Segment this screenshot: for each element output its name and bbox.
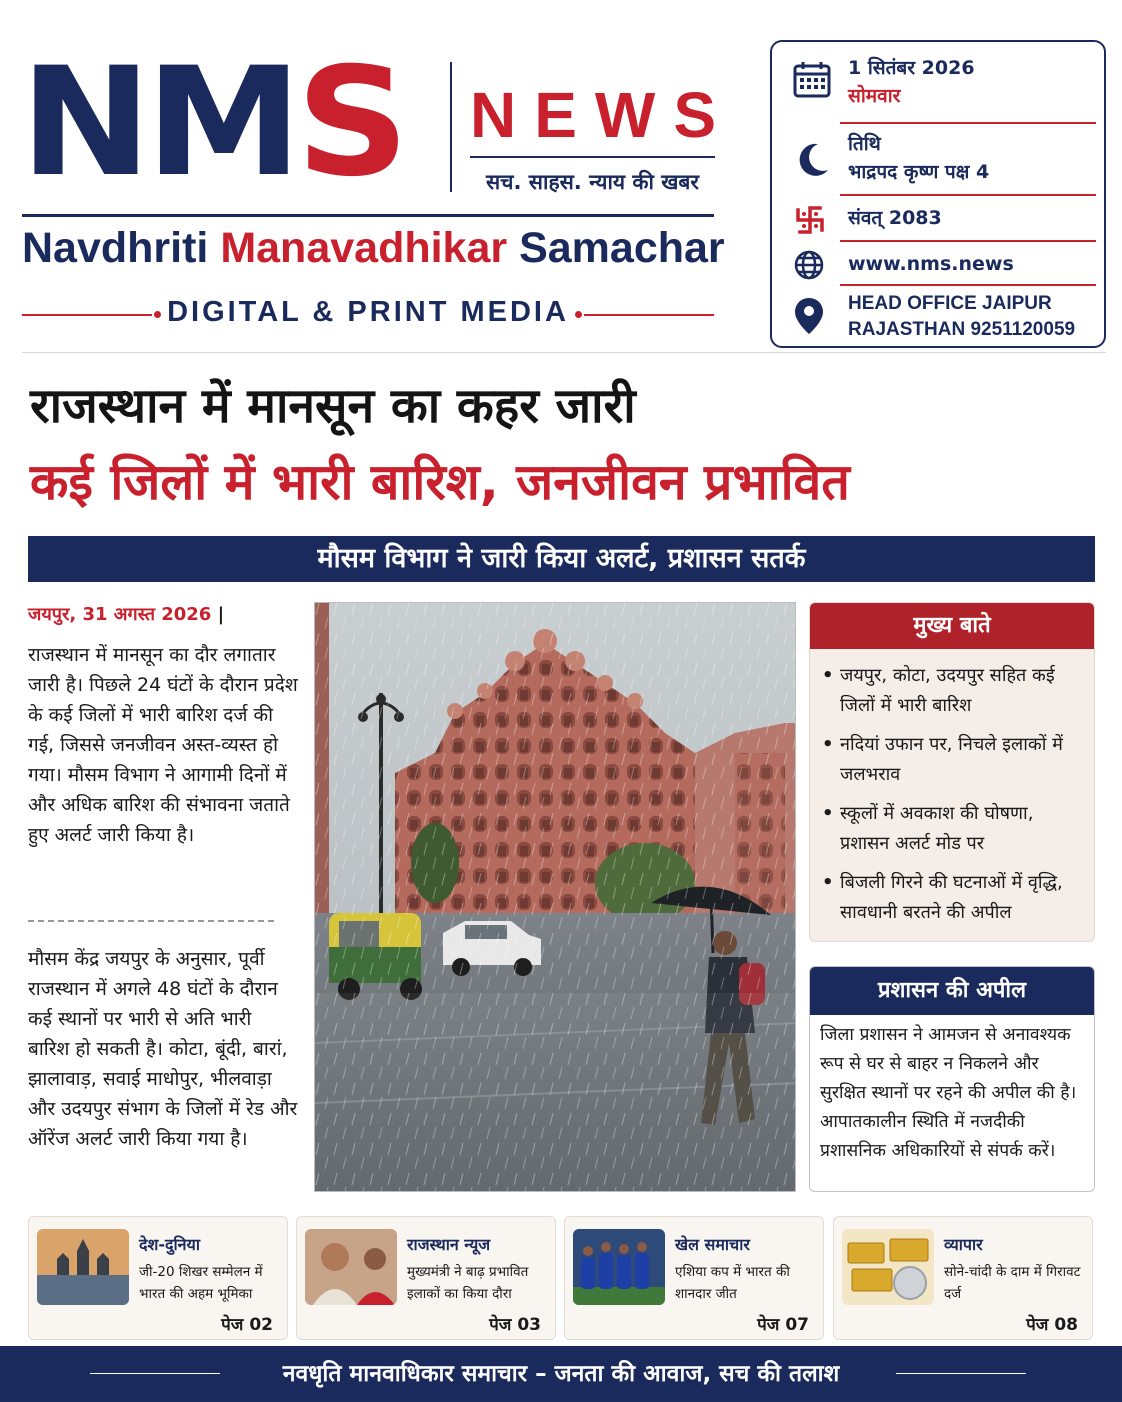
info-website-row bbox=[782, 248, 1098, 284]
article-paragraph-1: राजस्थान में मानसून का दौर लगातार जारी है। पिछले 24 घंटों के दौरान प्रदेश के कई जिलों में भारी बारिश दर्ज की गई, जिससे जनजीवन अस्त-व्यस्त हो गया। मौसम विभाग ने आगामी दिनों में और अधिक बारिश की संभावना जताते हुए अलर्ट जारी किया है। bbox=[28, 644, 298, 846]
logo-letter-m: M bbox=[145, 36, 296, 210]
card-page-number: पेज 07 bbox=[757, 1315, 809, 1335]
media-dot-right bbox=[575, 311, 582, 318]
card-category: खेल समाचार bbox=[675, 1235, 750, 1254]
card-page-number: पेज 02 bbox=[221, 1315, 273, 1335]
card-category: देश-दुनिया bbox=[139, 1235, 200, 1254]
media-rule-right bbox=[584, 314, 714, 316]
card-description: एशिया कप में भारत की शानदार जीत bbox=[675, 1264, 790, 1302]
card-description: सोने-चांदी के दाम में गिरावट दर्ज bbox=[944, 1264, 1081, 1302]
info-separator bbox=[840, 194, 1096, 196]
business-thumbnail bbox=[842, 1229, 934, 1305]
info-box bbox=[770, 40, 1106, 348]
office-line2: RAJASTHAN 9251120059 bbox=[848, 319, 1076, 340]
info-separator bbox=[840, 122, 1096, 124]
nms-logo[interactable] bbox=[20, 36, 404, 210]
section-card-world[interactable] bbox=[28, 1216, 288, 1340]
swastika-icon bbox=[792, 202, 832, 242]
info-date: 1 सितंबर 2026 bbox=[848, 57, 975, 79]
tithi-value: भाद्रपद कृष्ण पक्ष 4 bbox=[848, 161, 990, 183]
highlight-item: • जयपुर, कोटा, उदयपुर सहित कई जिलों में भारी बारिश bbox=[822, 661, 1084, 721]
highlights-list bbox=[810, 649, 1094, 928]
website-link[interactable]: www.nms.news bbox=[848, 253, 1014, 275]
sports-thumbnail bbox=[573, 1229, 665, 1305]
section-card-rajasthan[interactable] bbox=[296, 1216, 556, 1340]
highlights-title: मुख्य बाते bbox=[810, 603, 1094, 649]
moon-icon bbox=[792, 140, 832, 180]
logo-divider bbox=[450, 62, 452, 192]
publication-name-word1: Navdhriti bbox=[22, 224, 209, 272]
info-office-row bbox=[782, 292, 1098, 344]
location-pin-icon bbox=[792, 296, 832, 336]
footer-slogan: नवधृति मानवाधिकार समाचार – जनता की आवाज, सच की तलाश bbox=[282, 1361, 840, 1387]
headline-line1: राजस्थान में मानसून का कहर जारी bbox=[30, 378, 636, 434]
logo-letter-s: S bbox=[295, 36, 404, 210]
tithi-label: तिथि bbox=[848, 133, 881, 155]
article-dateline bbox=[28, 602, 224, 626]
dateline-text: जयपुर, 31 अगस्त 2026 bbox=[28, 604, 212, 625]
info-date-row bbox=[782, 56, 1098, 112]
info-day: सोमवार bbox=[848, 85, 901, 107]
calendar-icon bbox=[792, 60, 832, 100]
section-cards bbox=[28, 1216, 1095, 1340]
globe-icon bbox=[792, 248, 832, 288]
world-thumbnail bbox=[37, 1229, 129, 1305]
card-description: जी-20 शिखर सम्मेलन में भारत की अहम भूमिका bbox=[139, 1264, 263, 1302]
rajasthan-thumbnail bbox=[305, 1229, 397, 1305]
info-separator bbox=[840, 284, 1096, 286]
logo-news-text: NEWS bbox=[470, 79, 734, 151]
info-tithi-row bbox=[782, 132, 1098, 188]
section-card-sports[interactable] bbox=[564, 1216, 824, 1340]
appeal-title: प्रशासन की अपील bbox=[810, 967, 1094, 1015]
publication-name-word3: Samachar bbox=[519, 224, 725, 272]
appeal-text: जिला प्रशासन ने आमजन से अनावश्यक रूप से घर से बाहर न निकलने और सुरक्षित स्थानों पर रहने की अपील की है। आपातकालीन स्थिति में नजदीकी प्रशासनिक अधिकारियों से संपर्क करें। bbox=[820, 1025, 1077, 1161]
logo-letter-n: N bbox=[20, 36, 146, 210]
highlights-box bbox=[809, 602, 1095, 942]
logo-tagline: सच. साहस. न्याय की खबर bbox=[485, 170, 700, 194]
media-label: DIGITAL & PRINT MEDIA bbox=[167, 296, 569, 328]
info-separator bbox=[840, 240, 1096, 242]
card-category: राजस्थान न्यूज bbox=[407, 1235, 491, 1254]
masthead bbox=[0, 0, 1122, 352]
masthead-bottom-rule bbox=[22, 352, 1106, 353]
publication-name bbox=[22, 224, 725, 273]
office-line1: HEAD OFFICE JAIPUR bbox=[848, 293, 1052, 314]
highlight-item: • स्कूलों में अवकाश की घोषणा, प्रशासन अलर्ट मोड पर bbox=[822, 799, 1084, 859]
rainy-hawa-mahal-illustration bbox=[315, 603, 796, 1192]
appeal-box bbox=[809, 966, 1095, 1192]
publication-name-word2: Manavadhikar bbox=[220, 224, 508, 272]
main-news-photo[interactable] bbox=[314, 602, 796, 1192]
footer-rule-right bbox=[896, 1373, 1026, 1374]
footer-bar bbox=[0, 1346, 1122, 1402]
media-line bbox=[22, 296, 714, 336]
news-underline bbox=[470, 156, 715, 158]
card-page-number: पेज 03 bbox=[489, 1315, 541, 1335]
card-page-number: पेज 08 bbox=[1026, 1315, 1078, 1335]
highlight-item: • बिजली गिरने की घटनाओं में वृद्धि, सावधानी बरतने की अपील bbox=[822, 868, 1084, 928]
article-paragraph-2: मौसम केंद्र जयपुर के अनुसार, पूर्वी राजस्थान में अगले 48 घंटों के दौरान कई स्थानों पर भारी से अति भारी बारिश हो सकती है। कोटा, बूंदी, बारां, झालावाड़, सवाई माधोपुर, भीलवाड़ा और उदयपुर संभाग के जिलों में रेड और ऑरेंज अलर्ट जारी किया गया है। bbox=[28, 948, 298, 1150]
dateline-separator: | bbox=[217, 604, 225, 625]
card-description: मुख्यमंत्री ने बाढ़ प्रभावित इलाकों का किया दौरा bbox=[407, 1264, 529, 1302]
samvat-value: संवत् 2083 bbox=[848, 207, 942, 229]
card-category: व्यापार bbox=[944, 1235, 983, 1254]
subheadline-bar: मौसम विभाग ने जारी किया अलर्ट, प्रशासन सतर्क bbox=[28, 536, 1095, 582]
headline-line2: कई जिलों में भारी बारिश, जनजीवन प्रभावित bbox=[30, 453, 850, 511]
info-samvat-row bbox=[782, 202, 1098, 238]
paragraph-divider bbox=[28, 920, 274, 922]
highlight-item: • नदियां उफान पर, निचले इलाकों में जलभराव bbox=[822, 730, 1084, 790]
masthead-rule bbox=[22, 214, 714, 217]
section-card-business[interactable] bbox=[833, 1216, 1093, 1340]
